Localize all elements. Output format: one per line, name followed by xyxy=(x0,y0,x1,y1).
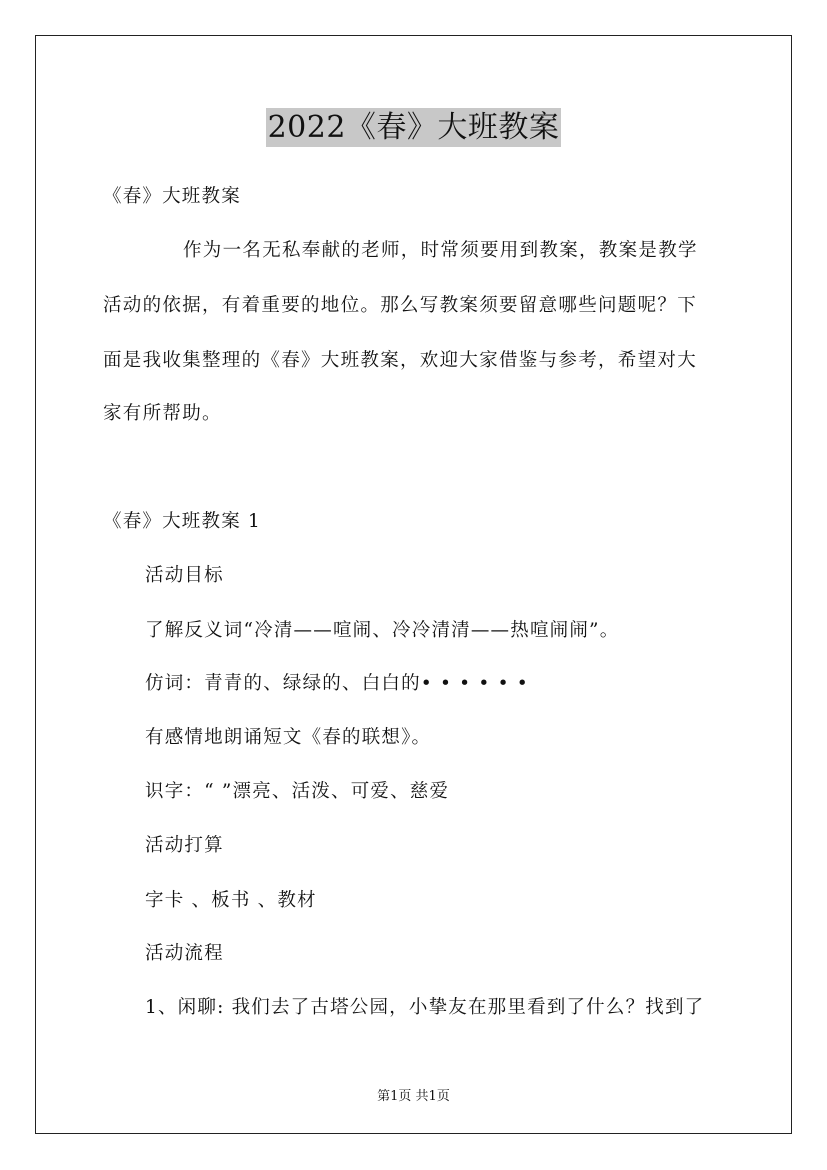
section-heading: 《春》大班教案 1 xyxy=(103,511,261,532)
body-line: 字卡 、板书 、教材 xyxy=(145,890,317,911)
body-line: 识字：“ ”漂亮、活泼、可爱、慈爱 xyxy=(145,781,450,802)
body-line: 1、闲聊: 我们去了古塔公园，小挚友在那里看到了什么？找到了 xyxy=(145,997,705,1018)
body-line: 仿词：青青的、绿绿的、白白的• • • • • • xyxy=(145,673,529,694)
body-line: 活动打算 xyxy=(145,835,224,856)
page-footer: 第1页 共1页 xyxy=(377,1089,450,1104)
body-line: 活动目标 xyxy=(145,565,224,586)
intro-line: 面是我收集整理的《春》大班教案，欢迎大家借鉴与参考，希望对大 xyxy=(103,350,698,371)
intro-line: 作为一名无私奉献的老师，时常须要用到教案，教案是教学 xyxy=(183,240,698,261)
intro-line: 家有所帮助。 xyxy=(103,403,222,424)
body-line: 活动流程 xyxy=(145,943,224,964)
body-line: 了解反义词“冷清——喧闹、冷冷清清——热喧闹闹”。 xyxy=(145,620,620,641)
intro-line: 活动的依据，有着重要的地位。那么写教案须要留意哪些问题呢？下 xyxy=(103,295,698,316)
title-text: 2022《春》大班教案 xyxy=(267,110,560,145)
subtitle: 《春》大班教案 xyxy=(103,186,241,207)
body-line: 有感情地朗诵短文《春的联想》。 xyxy=(145,727,432,748)
document-title xyxy=(0,102,827,146)
